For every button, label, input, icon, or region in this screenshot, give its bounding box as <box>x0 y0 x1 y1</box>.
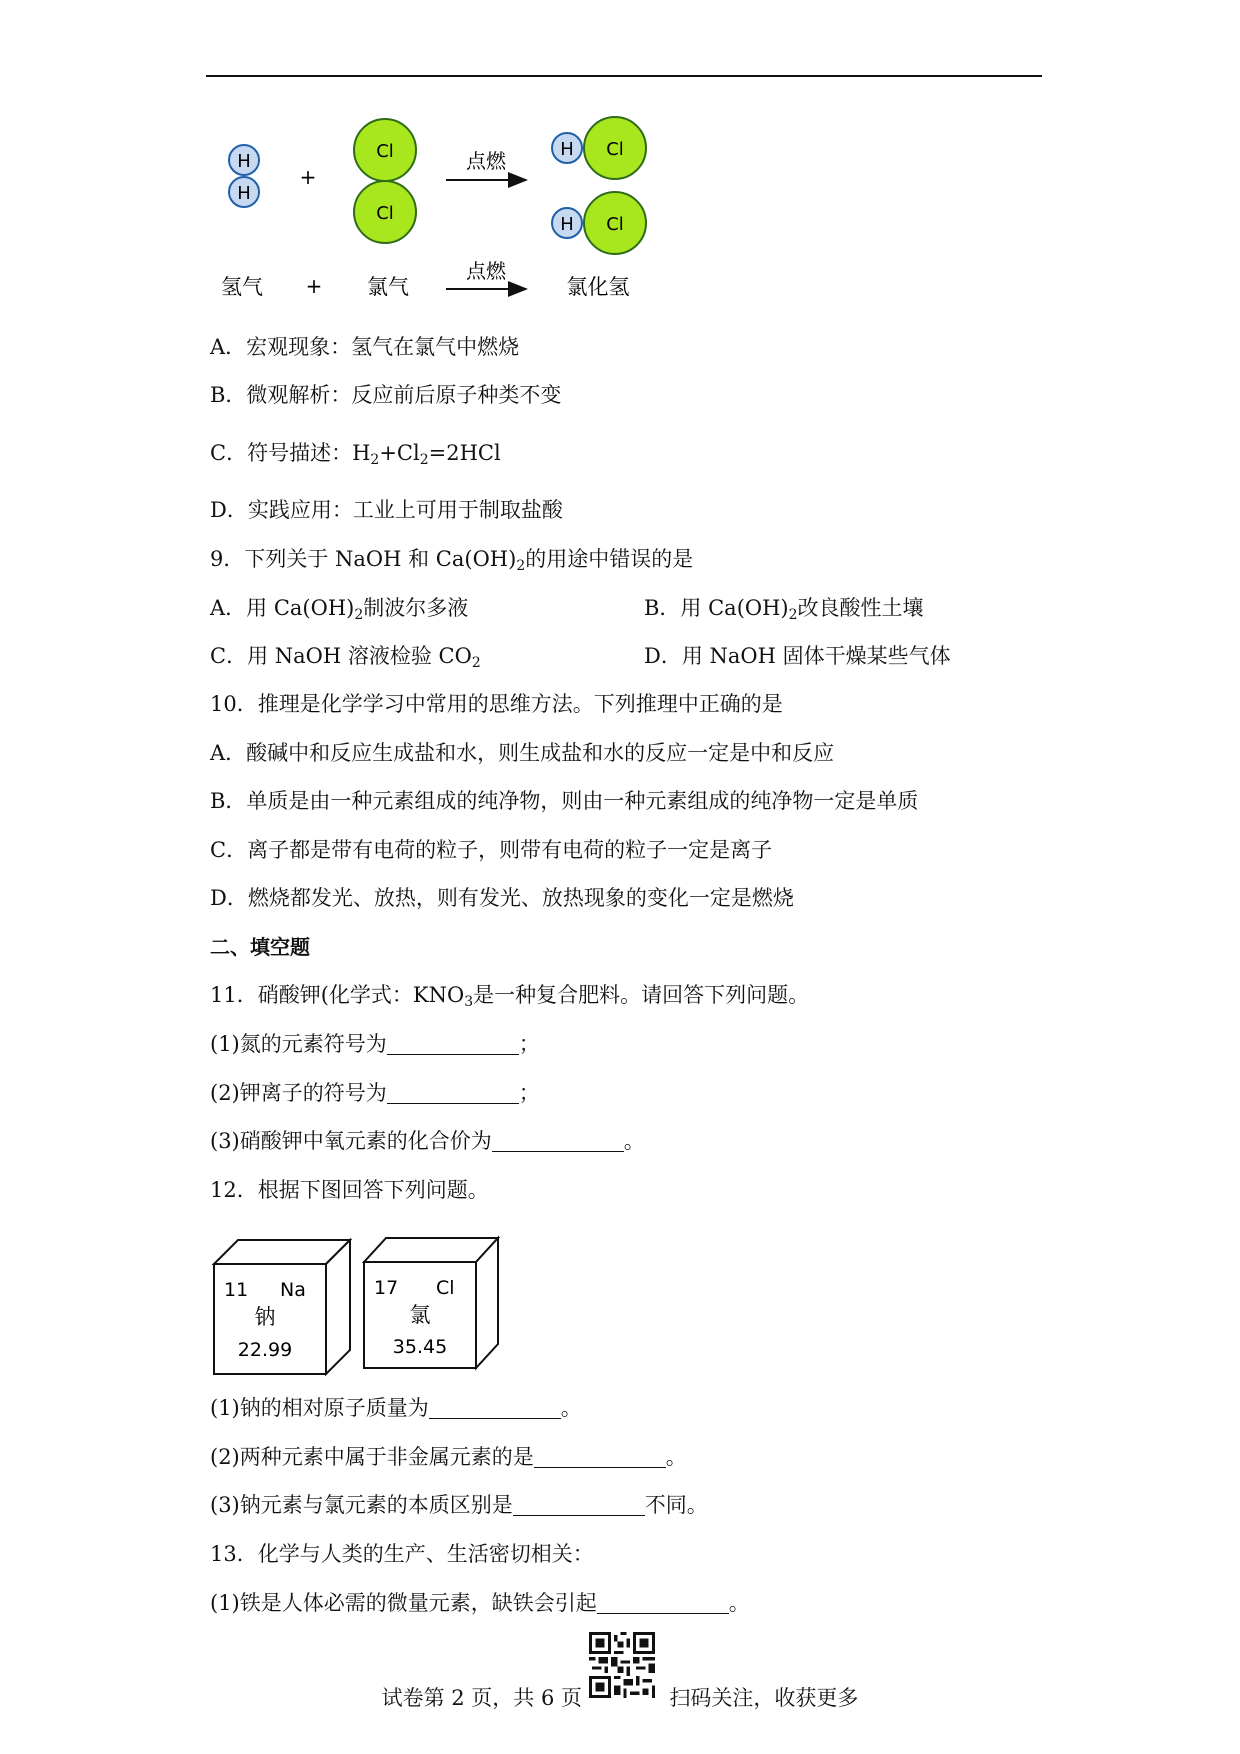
na-symbol: Na <box>280 1279 306 1301</box>
q8-option-b: B．微观解析：反应前后原子种类不变 <box>210 383 562 407</box>
q9-option-d: D．用 NaOH 固体干燥某些气体 <box>644 644 951 668</box>
q8-option-c-prefix: C．符号描述： <box>210 441 353 465</box>
q11-stem: 11．硝酸钾(化学式：$KNO_3$是一种复合肥料。请回答下列问题。 <box>210 983 810 1010</box>
element-cards <box>210 1232 510 1378</box>
q10-option-d: D．燃烧都发光、放热，则有发光、放热现象的变化一定是燃烧 <box>210 886 794 910</box>
q8-option-a: A．宏观现象：氢气在氯气中燃烧 <box>210 335 520 359</box>
q8-formula: $H_2+Cl_2=2HCl$ <box>352 441 501 468</box>
reaction-diagram <box>210 108 670 308</box>
qr-caption: 扫码关注，收获更多 <box>669 1686 859 1710</box>
q11-part-3: (3)硝酸钾中氧元素的化合价为 。 <box>210 1129 645 1153</box>
cl-atom-2-label: Cl <box>376 203 394 224</box>
q8-option-d: D．实践应用：工业上可用于制取盐酸 <box>210 498 563 522</box>
na-atomic-number: 11 <box>224 1279 249 1301</box>
word-plus: + <box>305 274 323 298</box>
hcl-2-h-label: H <box>560 214 574 235</box>
q9-stem: 9．下列关于 NaOH 和 $Ca(OH)_2$的用途中错误的是 <box>210 547 694 574</box>
answer-blank[interactable] <box>387 1032 519 1055</box>
q12-part-2: (2)两种元素中属于非金属元素的是 。 <box>210 1445 687 1469</box>
q12-part-1: (1)钠的相对原子质量为 。 <box>210 1396 582 1420</box>
word-hydrogen: 氢气 <box>221 275 263 299</box>
arrow-label-bottom: 点燃 <box>466 259 506 283</box>
arrow-label-top: 点燃 <box>466 149 506 173</box>
q8-option-c <box>210 439 501 474</box>
answer-blank[interactable] <box>534 1445 666 1468</box>
answer-blank[interactable] <box>597 1591 729 1614</box>
hcl-2-cl-label: Cl <box>606 214 624 235</box>
answer-blank[interactable] <box>429 1396 561 1419</box>
cl-atomic-number: 17 <box>374 1277 399 1299</box>
na-name: 钠 <box>254 1305 276 1329</box>
h-atom-1-label: H <box>237 151 251 172</box>
cl-atom-1-label: Cl <box>376 141 394 162</box>
q10-option-a: A．酸碱中和反应生成盐和水，则生成盐和水的反应一定是中和反应 <box>210 741 835 765</box>
q10-option-b: B．单质是由一种元素组成的纯净物，则由一种元素组成的纯净物一定是单质 <box>210 789 919 813</box>
q9-option-c: C．用 NaOH 溶液检验 $CO_2$ <box>210 644 481 671</box>
h-atom-2-label: H <box>237 183 251 204</box>
section-heading: 二、填空题 <box>210 935 310 959</box>
plus-sign: + <box>299 165 317 189</box>
page-number: 试卷第 2 页，共 6 页 <box>381 1686 583 1710</box>
page-footer <box>0 1682 1240 1712</box>
na-mass: 22.99 <box>237 1339 293 1361</box>
q12-part-3: (3)钠元素与氯元素的本质区别是 不同。 <box>210 1493 708 1517</box>
word-product: 氯化氢 <box>566 275 630 299</box>
cl-name: 氯 <box>409 1303 431 1327</box>
q13-stem: 13．化学与人类的生产、生活密切相关： <box>210 1542 594 1566</box>
q10-stem: 10．推理是化学学习中常用的思维方法。下列推理中正确的是 <box>210 692 783 716</box>
cl-mass: 35.45 <box>392 1336 448 1358</box>
q9-option-a: A．用 $Ca(OH)_2$制波尔多液 <box>210 596 469 623</box>
answer-blank[interactable] <box>513 1493 645 1516</box>
q12-stem: 12．根据下图回答下列问题。 <box>210 1178 489 1202</box>
header-rule <box>206 75 1042 77</box>
q11-part-1: (1)氮的元素符号为 ； <box>210 1032 540 1056</box>
answer-blank[interactable] <box>492 1129 624 1152</box>
element-card-na <box>214 1240 350 1374</box>
q9-option-b: B．用 $Ca(OH)_2$改良酸性土壤 <box>644 596 924 623</box>
cl-symbol: Cl <box>436 1277 455 1299</box>
q10-option-c: C．离子都是带有电荷的粒子，则带有电荷的粒子一定是离子 <box>210 838 773 862</box>
word-chlorine: 氯气 <box>367 275 409 299</box>
answer-blank[interactable] <box>387 1081 519 1104</box>
q13-part-1: (1)铁是人体必需的微量元素，缺铁会引起 。 <box>210 1591 750 1615</box>
hcl-1-cl-label: Cl <box>606 139 624 160</box>
element-card-cl <box>364 1238 498 1368</box>
hcl-1-h-label: H <box>560 139 574 160</box>
q11-part-2: (2)钾离子的符号为 ； <box>210 1081 540 1105</box>
